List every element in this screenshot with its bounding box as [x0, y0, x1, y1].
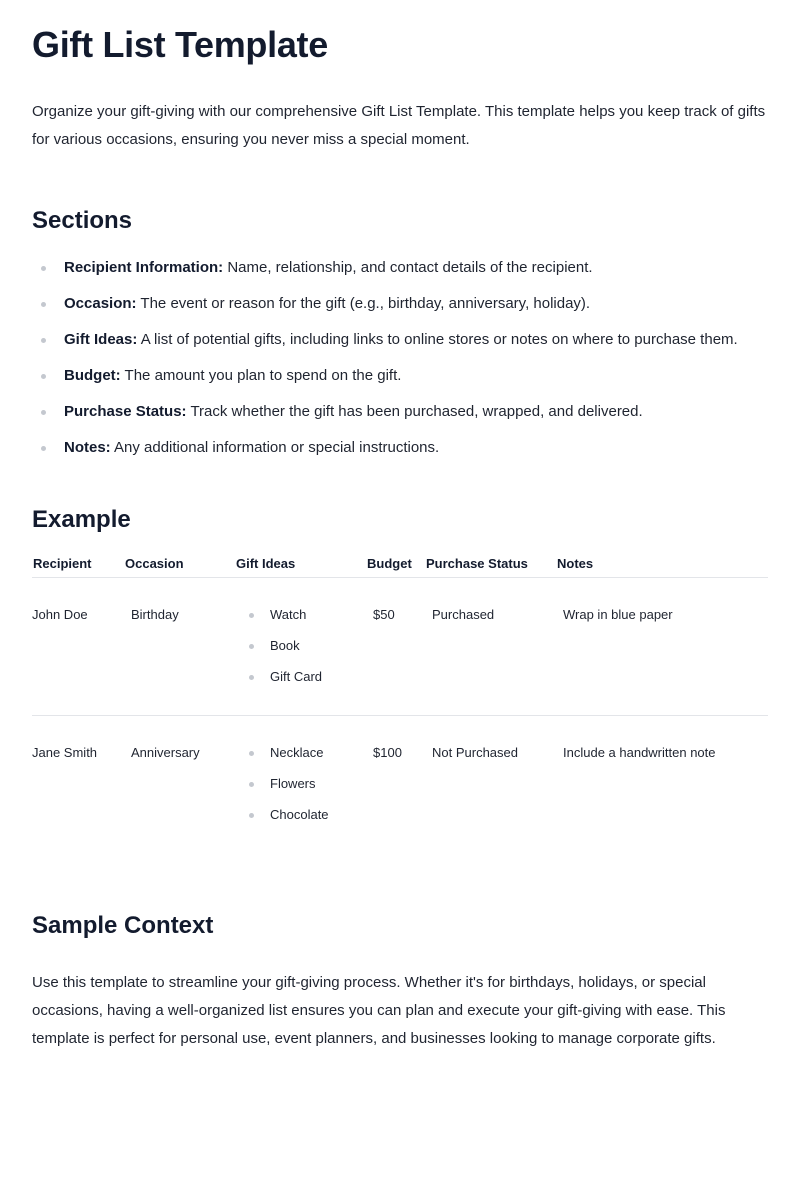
budget-value: $50 [373, 607, 395, 622]
recipient-name: John Doe [32, 607, 88, 622]
cell-recipient [32, 716, 124, 854]
column-header-recipient: Recipient [32, 549, 124, 578]
gift-table [32, 549, 768, 853]
page-title: Gift List Template [32, 24, 328, 65]
cell-budget [366, 578, 425, 716]
context-paragraph: Use this template to streamline your gift-giving process. Whether it's for birthdays, holidays, or special occasions, having a well-organized list ensures you can plan and execute your gift-giving with ease. This template is perfect for personal use, event planners, and businesses looking to manage corporate gifts. [32, 974, 726, 1047]
gift-idea: Book [270, 638, 366, 654]
gift-ideas-list [235, 607, 366, 685]
gift-idea: Gift Card [270, 669, 366, 685]
column-header-gift-ideas: Gift Ideas [235, 549, 366, 578]
sections-list [32, 258, 768, 458]
column-header-budget: Budget [366, 549, 425, 578]
column-header-purchase-status: Purchase Status [425, 549, 556, 578]
cell-recipient [32, 578, 124, 716]
notes-value: Wrap in blue paper [563, 607, 673, 622]
column-header-occasion: Occasion [124, 549, 235, 578]
status-value: Not Purchased [432, 745, 518, 760]
list-item [32, 294, 768, 314]
section-term: Occasion: [64, 295, 137, 312]
cell-occasion [124, 716, 235, 854]
section-term: Budget: [64, 367, 121, 384]
example-heading: Example [32, 506, 131, 533]
notes-value: Include a handwritten note [563, 745, 716, 760]
recipient-name: Jane Smith [32, 745, 98, 760]
table-row [32, 578, 768, 716]
cell-budget [366, 716, 425, 854]
section-term: Gift Ideas: [64, 331, 138, 348]
cell-gift-ideas [235, 716, 366, 854]
gift-idea: Necklace [270, 745, 366, 761]
list-item [32, 438, 768, 458]
column-header-notes: Notes [556, 549, 768, 578]
cell-occasion [124, 578, 235, 716]
section-desc: Track whether the gift has been purchased, wrapped, and delivered. [186, 403, 643, 420]
gift-ideas-list [235, 745, 366, 823]
cell-gift-ideas [235, 578, 366, 716]
section-desc: The event or reason for the gift (e.g., birthday, anniversary, holiday). [136, 295, 591, 312]
cell-purchase-status [425, 716, 556, 854]
sections-heading: Sections [32, 207, 133, 234]
list-item [32, 366, 768, 386]
list-item [32, 258, 768, 278]
table-header-row [32, 549, 768, 578]
cell-purchase-status [425, 578, 556, 716]
gift-idea: Flowers [270, 776, 366, 792]
section-term: Recipient Information: [64, 259, 224, 276]
section-desc: The amount you plan to spend on the gift. [120, 367, 402, 384]
cell-notes [556, 716, 768, 854]
list-item [32, 402, 768, 422]
section-desc: Any additional information or special instructions. [110, 439, 440, 456]
section-desc: A list of potential gifts, including links to online stores or notes on where to purchase them. [137, 331, 738, 348]
occasion-value: Birthday [131, 607, 179, 622]
section-desc: Name, relationship, and contact details of the recipient. [223, 259, 593, 276]
gift-idea: Chocolate [270, 807, 366, 823]
occasion-value: Anniversary [131, 745, 200, 760]
cell-notes [556, 578, 768, 716]
table-row [32, 716, 768, 854]
context-heading: Sample Context [32, 912, 214, 939]
budget-value: $100 [373, 745, 402, 760]
section-term: Purchase Status: [64, 403, 187, 420]
list-item [32, 330, 768, 350]
intro-paragraph: Organize your gift-giving with our comprehensive Gift List Template. This template helps you keep track of gifts for various occasions, ensuring you never miss a special moment. [32, 103, 766, 148]
gift-idea: Watch [270, 607, 366, 623]
status-value: Purchased [432, 607, 495, 622]
section-term: Notes: [64, 439, 111, 456]
